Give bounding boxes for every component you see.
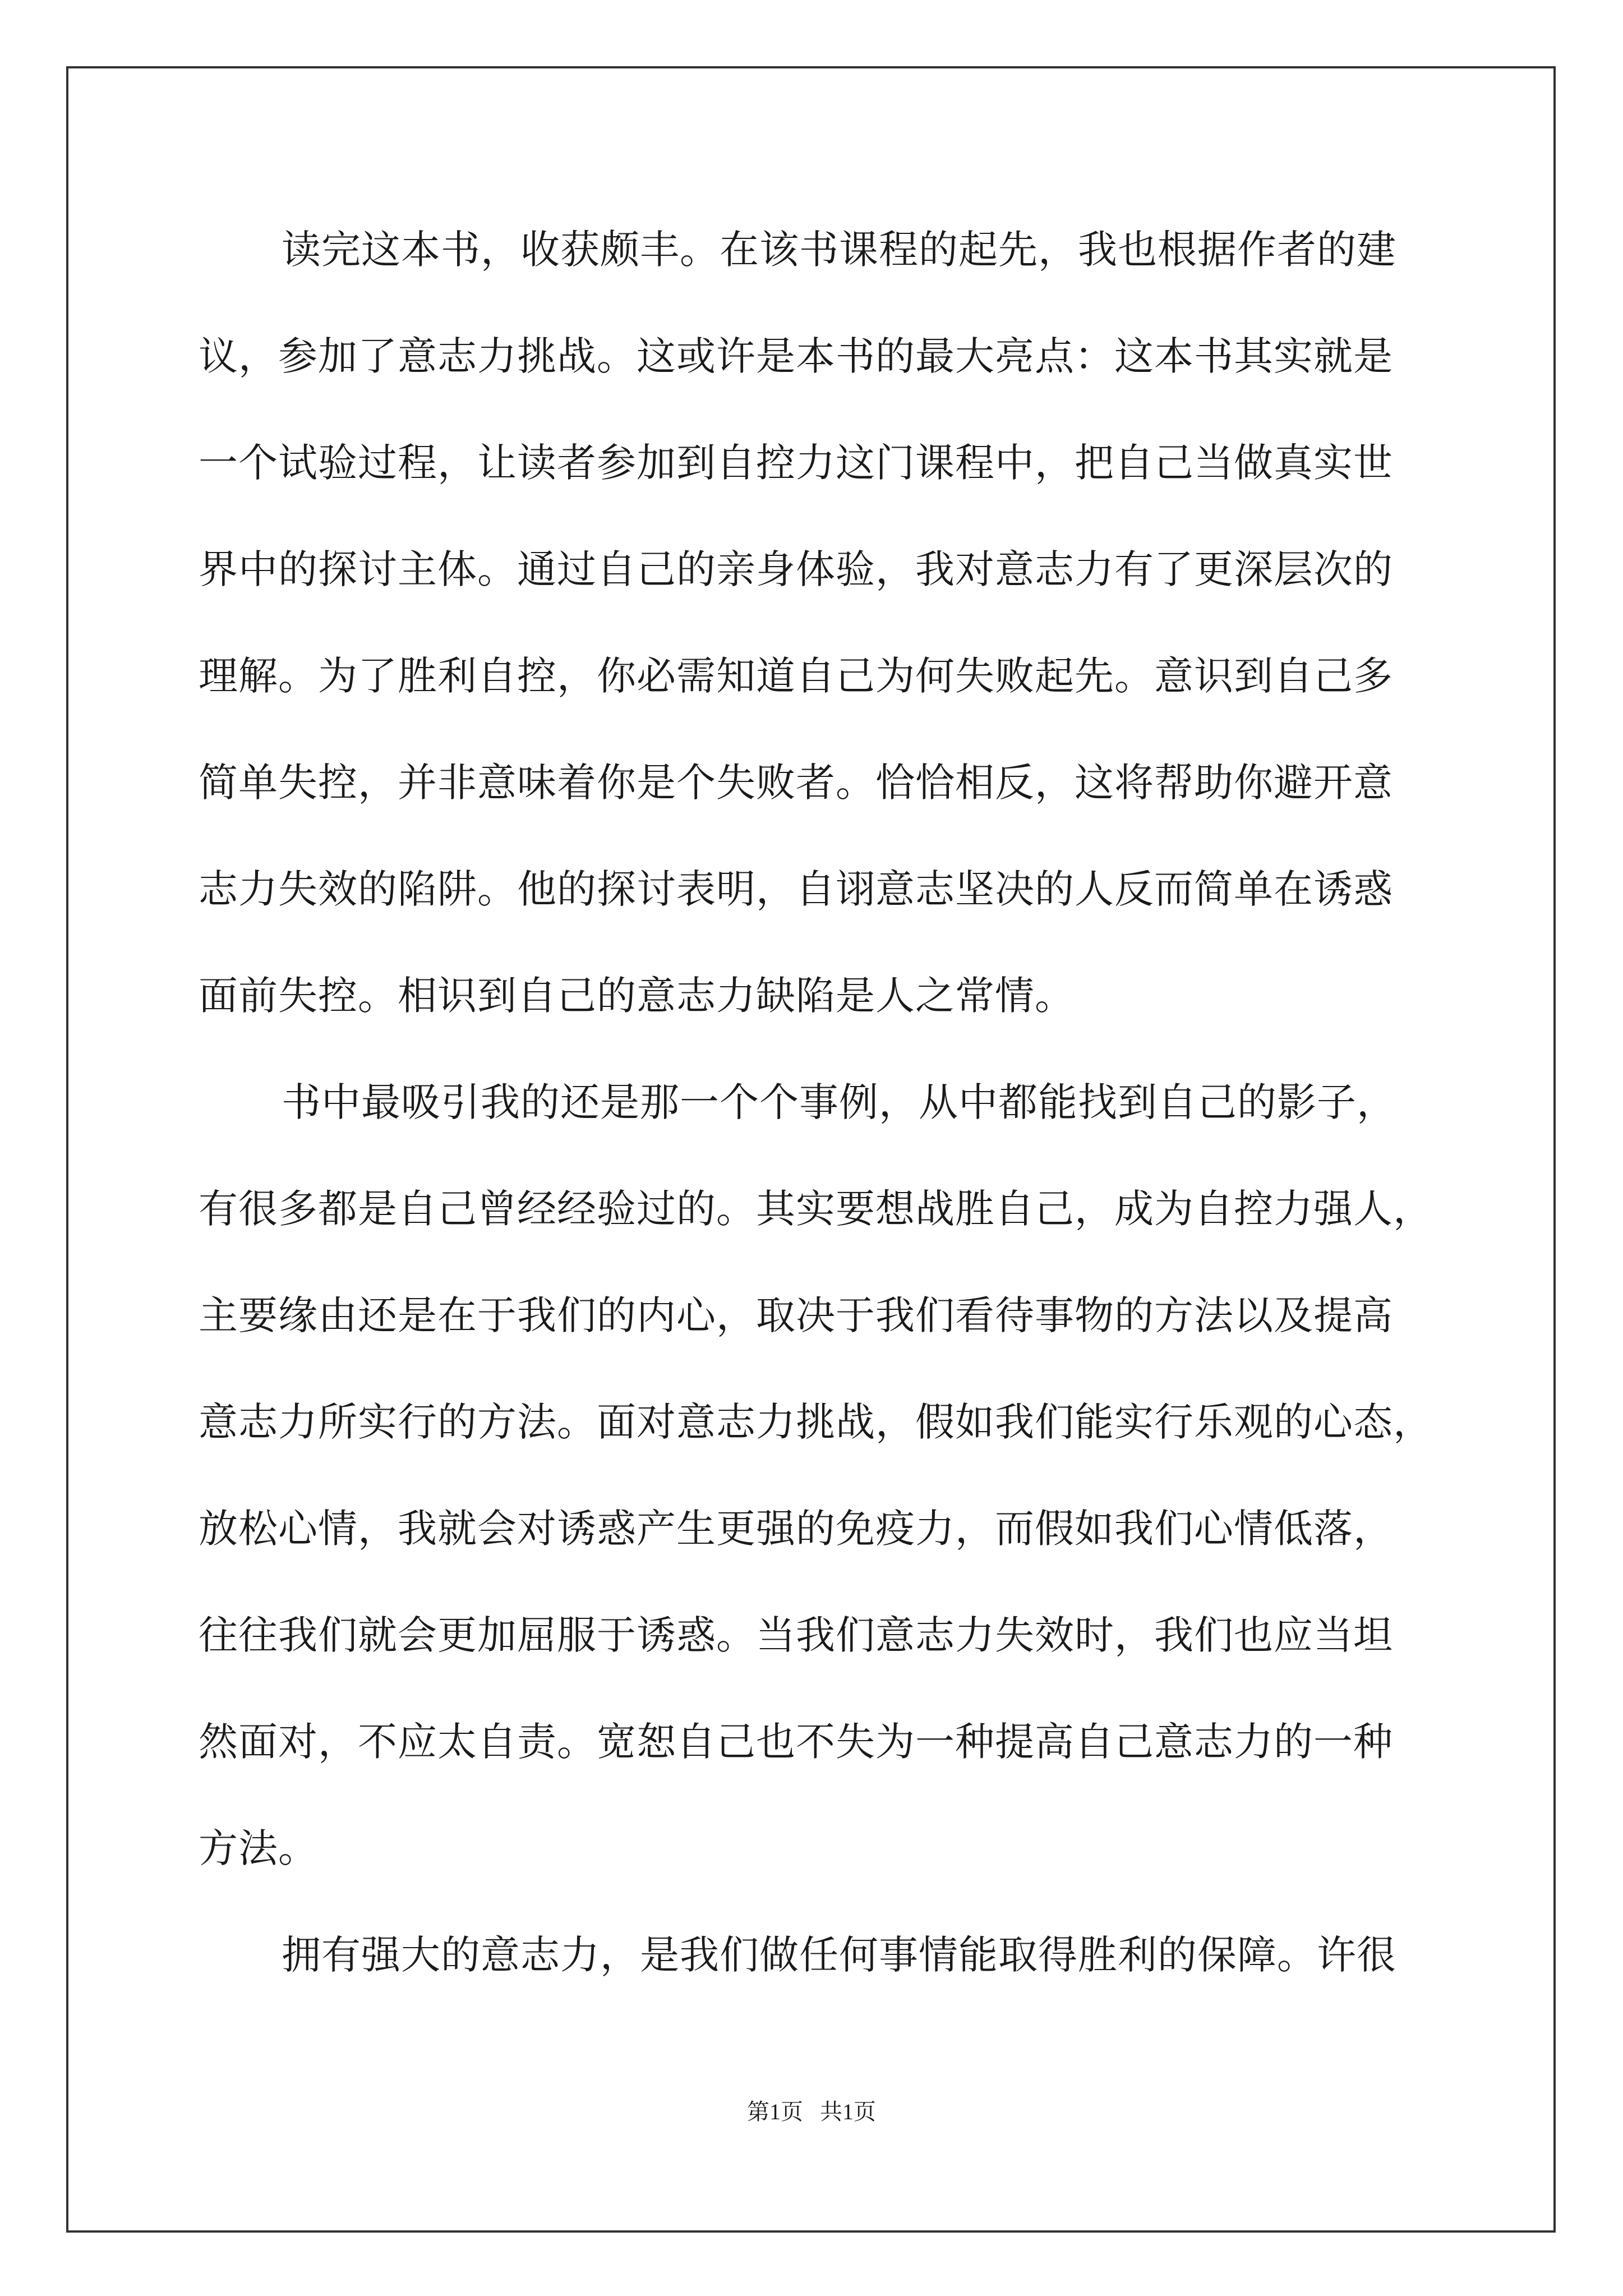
paragraph-2-line-4: 意志力所实行的方法。面对意志力挑战，假如我们能实行乐观的心态， bbox=[199, 1399, 1433, 1445]
paragraph-2-line-8: 方法。 bbox=[199, 1825, 318, 1871]
paragraph-3-line-1: 拥有强大的意志力，是我们做任何事情能取得胜利的保障。许很 bbox=[282, 1932, 1396, 1978]
paragraph-2-line-3: 主要缘由还是在于我们的内心，取决于我们看待事物的方法以及提高 bbox=[199, 1292, 1393, 1338]
paragraph-1-line-8: 面前失控。相识到自己的意志力缺陷是人之常情。 bbox=[199, 973, 1075, 1019]
paragraph-2-line-5: 放松心情，我就会对诱惑产生更强的免疫力，而假如我们心情低落， bbox=[199, 1506, 1393, 1552]
paragraph-2-line-7: 然面对，不应太自责。宽恕自己也不失为一种提高自己意志力的一种 bbox=[199, 1719, 1393, 1765]
paragraph-1-line-6: 简单失控，并非意味着你是个失败者。恰恰相反，这将帮助你避开意 bbox=[199, 760, 1393, 806]
paragraph-2-line-1: 书中最吸引我的还是那一个个事例，从中都能找到自己的影子， bbox=[282, 1079, 1396, 1125]
page-number-current: 第1页 bbox=[747, 2099, 803, 2124]
document-body bbox=[199, 196, 1460, 2008]
footer-spacer bbox=[803, 2099, 820, 2124]
paragraph-2-line-6: 往往我们就会更加屈服于诱惑。当我们意志力失效时，我们也应当坦 bbox=[199, 1612, 1393, 1658]
paragraph-2-line-2: 有很多都是自己曾经经验过的。其实要想战胜自己，成为自控力强人， bbox=[199, 1186, 1433, 1232]
paragraph-1-line-2: 议，参加了意志力挑战。这或许是本书的最大亮点：这本书其实就是 bbox=[199, 333, 1393, 379]
page-footer bbox=[0, 2095, 1623, 2129]
paragraph-1-line-1: 读完这本书，收获颇丰。在该书课程的起先，我也根据作者的建 bbox=[282, 227, 1396, 273]
page-number-total: 共1页 bbox=[820, 2099, 876, 2124]
paragraph-1-line-4: 界中的探讨主体。通过自己的亲身体验，我对意志力有了更深层次的 bbox=[199, 546, 1393, 592]
paragraph-1-line-7: 志力失效的陷阱。他的探讨表明，自诩意志坚决的人反而简单在诱惑 bbox=[199, 866, 1393, 912]
paragraph-1-line-5: 理解。为了胜利自控，你必需知道自己为何失败起先。意识到自己多 bbox=[199, 653, 1393, 699]
paragraph-1-line-3: 一个试验过程，让读者参加到自控力这门课程中，把自己当做真实世 bbox=[199, 440, 1393, 486]
